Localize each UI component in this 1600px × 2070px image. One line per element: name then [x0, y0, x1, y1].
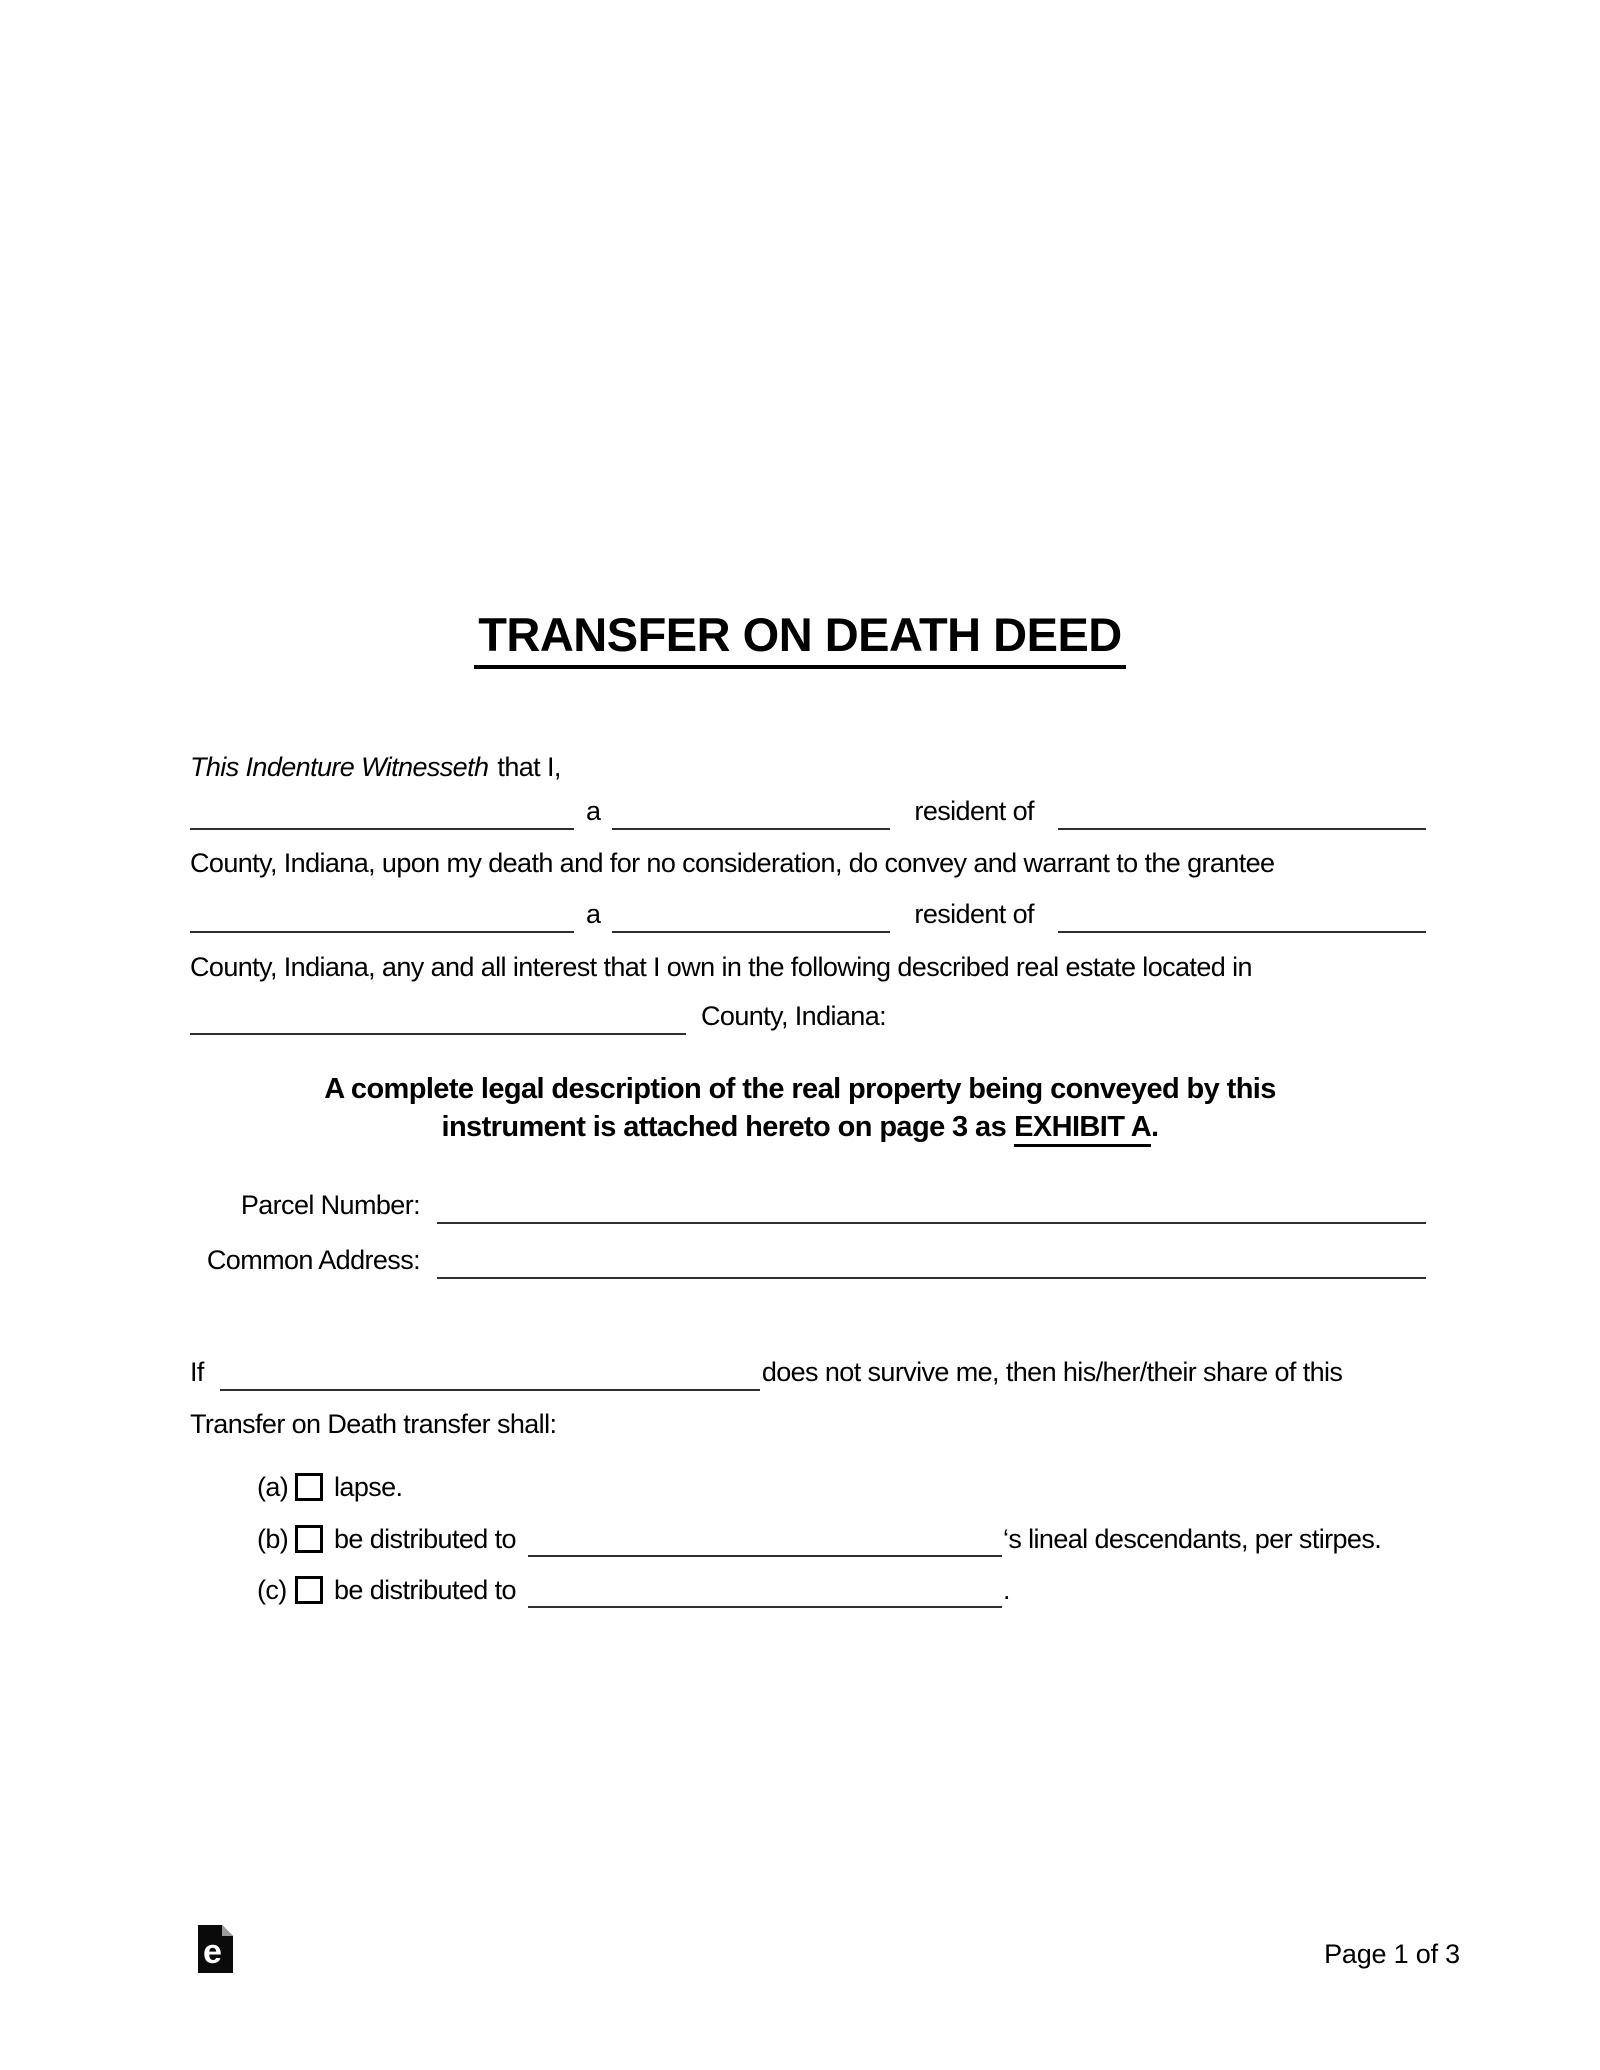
survivorship-row: [190, 1351, 1426, 1391]
option-a-checkbox[interactable]: [295, 1473, 323, 1501]
option-a-text: lapse.: [334, 1471, 403, 1502]
common-address-input[interactable]: [437, 1239, 1426, 1279]
option-b-row: [257, 1521, 1381, 1557]
option-c-checkbox[interactable]: [295, 1576, 323, 1604]
grantor-row: [190, 790, 1426, 830]
resident-of-label: resident of: [914, 796, 1034, 826]
page-title: TRANSFER ON DEATH DEED: [474, 610, 1126, 669]
common-address-row: [190, 1239, 1426, 1279]
exhibit-a-label: EXHIBIT A: [1014, 1111, 1151, 1147]
intro-italic-text: This Indenture Witnesseth: [190, 752, 489, 782]
legal-line-2: [0, 1108, 1600, 1146]
connector-a: a: [586, 899, 601, 929]
resident-of-label: resident of: [914, 899, 1034, 929]
legal-line-2-period: .: [1151, 1111, 1159, 1143]
option-c-recipient-blank[interactable]: [528, 1572, 1002, 1608]
intro-rest-text: that I,: [497, 752, 561, 782]
option-b-checkbox[interactable]: [295, 1525, 323, 1553]
eforms-logo: [198, 1925, 233, 1973]
option-c-suffix: .: [1002, 1574, 1010, 1605]
legal-line-1: A complete legal description of the real property being conveyed by this: [324, 1073, 1276, 1105]
property-county-blank[interactable]: [190, 995, 686, 1035]
grantee-name-blank[interactable]: [190, 893, 574, 933]
grantor-status-blank[interactable]: [612, 790, 890, 830]
common-address-label: Common Address:: [206, 1245, 420, 1275]
option-c-marker: (c): [257, 1574, 287, 1605]
grantor-paragraph: County, Indiana, upon my death and for no consideration, do convey and warrant to the grantee: [190, 848, 1275, 878]
option-b-recipient-blank[interactable]: [528, 1521, 1002, 1557]
parcel-number-input[interactable]: [437, 1184, 1426, 1224]
grantor-county-blank[interactable]: [1058, 790, 1426, 830]
page-number: Page 1 of 3: [1324, 1939, 1460, 1969]
grantee-status-blank[interactable]: [612, 893, 890, 933]
option-c-text: be distributed to: [334, 1574, 516, 1605]
option-b-suffix: ‘s lineal descendants, per stirpes.: [1002, 1523, 1382, 1554]
if-label: If: [190, 1357, 204, 1387]
parcel-number-row: [190, 1184, 1426, 1224]
title-row: [0, 610, 1600, 669]
survivorship-clause: does not survive me, then his/her/their share of this: [761, 1357, 1343, 1387]
parcel-number-label: Parcel Number:: [240, 1190, 420, 1220]
option-a-marker: (a): [257, 1471, 289, 1502]
property-county-row: [190, 995, 1426, 1035]
grantee-paragraph: County, Indiana, any and all interest that I own in the following described real estate located in: [190, 952, 1252, 982]
eforms-logo-letter: e: [203, 1933, 222, 1971]
county-indiana-label: County, Indiana:: [701, 1001, 887, 1031]
survivorship-clause-2: Transfer on Death transfer shall:: [190, 1409, 557, 1439]
option-b-text: be distributed to: [334, 1523, 516, 1554]
grantee-county-blank[interactable]: [1058, 893, 1426, 933]
legal-description-notice: [0, 1070, 1600, 1146]
connector-a: a: [586, 796, 601, 826]
intro-line: [190, 750, 561, 784]
grantee-row: [190, 893, 1426, 933]
option-a-row: [257, 1469, 402, 1505]
legal-line-2-prefix: instrument is attached hereto on page 3 as: [441, 1111, 1007, 1143]
grantor-name-blank[interactable]: [190, 790, 574, 830]
beneficiary-name-blank[interactable]: [220, 1351, 760, 1391]
option-c-row: [257, 1572, 1010, 1608]
option-b-marker: (b): [257, 1523, 289, 1554]
